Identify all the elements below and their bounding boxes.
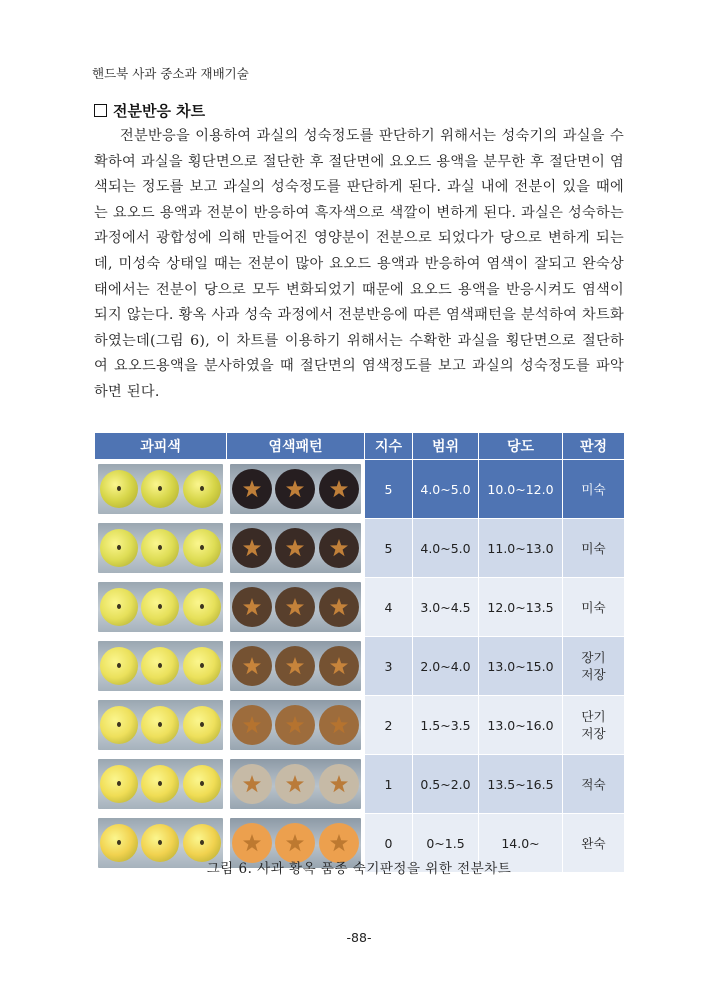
stain-photo-cell [227, 578, 365, 637]
checkbox-square-icon [94, 104, 107, 117]
verdict-cell-text: 적숙 [581, 776, 606, 792]
sugar-cell [479, 637, 563, 696]
sugar-cell-text: 10.0~12.0 [487, 481, 554, 497]
range-cell-text: 0.5~2.0 [420, 776, 471, 792]
table-row [95, 755, 625, 814]
apple-cross-section-image [232, 646, 272, 686]
apple-cross-section-image [232, 469, 272, 509]
apple-cross-section-image [275, 587, 315, 627]
sugar-cell-text: 13.0~16.0 [487, 717, 554, 733]
apple-cross-section-image [319, 764, 359, 804]
starch-chart-table [94, 432, 625, 873]
stain-photo [230, 641, 361, 691]
table-row [95, 637, 625, 696]
peel-photo [98, 759, 223, 809]
stain-photo-cell [227, 637, 365, 696]
sugar-cell-text: 12.0~13.5 [487, 599, 554, 615]
verdict-cell [563, 460, 625, 519]
verdict-cell [563, 637, 625, 696]
table-row [95, 578, 625, 637]
peel-photo-cell [95, 519, 227, 578]
sugar-cell [479, 696, 563, 755]
apple-cross-section-image [232, 587, 272, 627]
header-index: 지수 [365, 433, 413, 460]
stain-photo [230, 582, 361, 632]
table-row [95, 696, 625, 755]
apple-cross-section-image [319, 528, 359, 568]
peel-photo-cell [95, 460, 227, 519]
peel-photo-cell [95, 755, 227, 814]
apple-cross-section-image [275, 528, 315, 568]
index-cell-text: 5 [384, 481, 393, 497]
range-cell [413, 637, 479, 696]
page-number: -88- [346, 930, 372, 945]
range-cell-text: 3.0~4.5 [420, 599, 471, 615]
verdict-cell [563, 696, 625, 755]
sugar-cell [479, 755, 563, 814]
running-header: 핸드북 사과 중소과 재배기술 [92, 66, 249, 81]
index-cell [365, 696, 413, 755]
index-cell [365, 637, 413, 696]
apple-whole-image [141, 647, 179, 685]
figure-caption: 그림 6. 사과 황옥 품종 숙기판정을 위한 전분차트 [206, 861, 512, 877]
apple-cross-section-image [275, 646, 315, 686]
index-cell-text: 2 [384, 717, 393, 733]
apple-cross-section-image [232, 528, 272, 568]
apple-whole-image [100, 706, 138, 744]
stain-photo-cell [227, 519, 365, 578]
index-cell [365, 519, 413, 578]
section-title [94, 100, 205, 121]
apple-whole-image [141, 706, 179, 744]
verdict-cell-text: 장기 저장 [581, 650, 606, 682]
peel-photo [98, 700, 223, 750]
peel-photo [98, 523, 223, 573]
range-cell [413, 460, 479, 519]
index-cell-text: 4 [384, 599, 393, 615]
apple-cross-section-image [275, 764, 315, 804]
range-cell-text: 4.0~5.0 [420, 481, 471, 497]
verdict-cell [563, 578, 625, 637]
apple-cross-section-image [232, 705, 272, 745]
verdict-cell-text: 미숙 [581, 599, 606, 615]
header-verdict: 판정 [563, 433, 625, 460]
header-sugar: 당도 [479, 433, 563, 460]
index-cell-text: 1 [384, 776, 393, 792]
verdict-cell-text: 미숙 [581, 481, 606, 497]
sugar-cell [479, 519, 563, 578]
index-cell [365, 460, 413, 519]
apple-cross-section-image [319, 705, 359, 745]
range-cell-text: 1.5~3.5 [420, 717, 471, 733]
stain-photo-cell [227, 460, 365, 519]
sugar-cell-text: 11.0~13.0 [487, 540, 554, 556]
stain-photo-cell [227, 696, 365, 755]
body-paragraph: 전분반응을 이용하여 과실의 성숙정도를 판단하기 위해서는 성숙기의 과실을 수확하여 과실을 횡단면으로 절단한 후 절단면에 요오드 용액을 분무한 후 절단면이 염색되는 정도를 보고 과실의 성숙정도를 판단하게 된다. 과실 내에 전분이 있을 때에는 요오드 용액과 전분이 반응하여 흑자색으로 색깔이 변하게 된다. 과실은 성숙하는 과정에서 광합성에 의해 만들어진 영양분이 전분으로 되었다가 당으로 변하게 되는데, 미성숙 상태일 때는 전분이 많아 요오드 용액과 반응하여 염색이 잘되고 완숙상태에서는 전분이 당으로 모두 변화되었기 때문에 요오드 용액을 반응시켜도 염색이 되지 않는다. 황옥 사과 성숙 과정에서 전분반응에 따른 염색패턴을 분석하여 차트화하였는데(그림 6), 이 차트를 이용하기 위해서는 수확한 과실을 횡단면으로 절단하여 요오드용액을 분사하였을 때 절단면의 염색정도를 보고 과실의 성숙정도를 파악하면 된다. [94, 128, 624, 400]
range-cell-text: 2.0~4.0 [420, 658, 471, 674]
apple-cross-section-image [275, 705, 315, 745]
apple-whole-image [100, 529, 138, 567]
apple-whole-image [100, 588, 138, 626]
stain-photo [230, 759, 361, 809]
range-cell [413, 578, 479, 637]
range-cell [413, 755, 479, 814]
apple-whole-image [141, 470, 179, 508]
index-cell [365, 755, 413, 814]
apple-whole-image [183, 470, 221, 508]
peel-photo [98, 464, 223, 514]
apple-whole-image [183, 765, 221, 803]
apple-cross-section-image [275, 469, 315, 509]
apple-cross-section-image [319, 587, 359, 627]
index-cell-text: 3 [384, 658, 393, 674]
peel-photo-cell [95, 696, 227, 755]
sugar-cell-text: 14.0~ [501, 835, 540, 851]
range-cell-text: 0~1.5 [426, 835, 465, 851]
table-row [95, 519, 625, 578]
apple-cross-section-image [319, 646, 359, 686]
range-cell [413, 519, 479, 578]
index-cell [365, 578, 413, 637]
apple-whole-image [141, 588, 179, 626]
apple-whole-image [141, 765, 179, 803]
apple-cross-section-image [232, 764, 272, 804]
apple-cross-section-image [319, 469, 359, 509]
peel-photo-cell [95, 578, 227, 637]
stain-photo [230, 523, 361, 573]
verdict-cell-text: 단기 저장 [581, 709, 606, 741]
index-cell-text: 0 [384, 835, 393, 851]
table-header-row [95, 433, 625, 460]
sugar-cell-text: 13.5~16.5 [487, 776, 554, 792]
range-cell-text: 4.0~5.0 [420, 540, 471, 556]
apple-whole-image [100, 765, 138, 803]
sugar-cell-text: 13.0~15.0 [487, 658, 554, 674]
table-row [95, 460, 625, 519]
apple-whole-image [100, 470, 138, 508]
verdict-cell [563, 755, 625, 814]
stain-photo-cell [227, 755, 365, 814]
apple-whole-image [141, 529, 179, 567]
verdict-cell [563, 519, 625, 578]
stain-photo [230, 700, 361, 750]
sugar-cell [479, 578, 563, 637]
index-cell-text: 5 [384, 540, 393, 556]
apple-whole-image [183, 706, 221, 744]
section-title-text: 전분반응 차트 [113, 102, 206, 120]
header-stain-pattern: 염색패턴 [227, 433, 365, 460]
header-range: 범위 [413, 433, 479, 460]
apple-whole-image [183, 529, 221, 567]
apple-whole-image [183, 588, 221, 626]
peel-photo [98, 641, 223, 691]
peel-photo-cell [95, 637, 227, 696]
sugar-cell [479, 460, 563, 519]
peel-photo [98, 582, 223, 632]
stain-photo [230, 464, 361, 514]
range-cell [413, 696, 479, 755]
apple-whole-image [100, 647, 138, 685]
verdict-cell-text: 완숙 [581, 835, 606, 851]
apple-whole-image [183, 647, 221, 685]
header-peel-color: 과피색 [95, 433, 227, 460]
verdict-cell-text: 미숙 [581, 540, 606, 556]
